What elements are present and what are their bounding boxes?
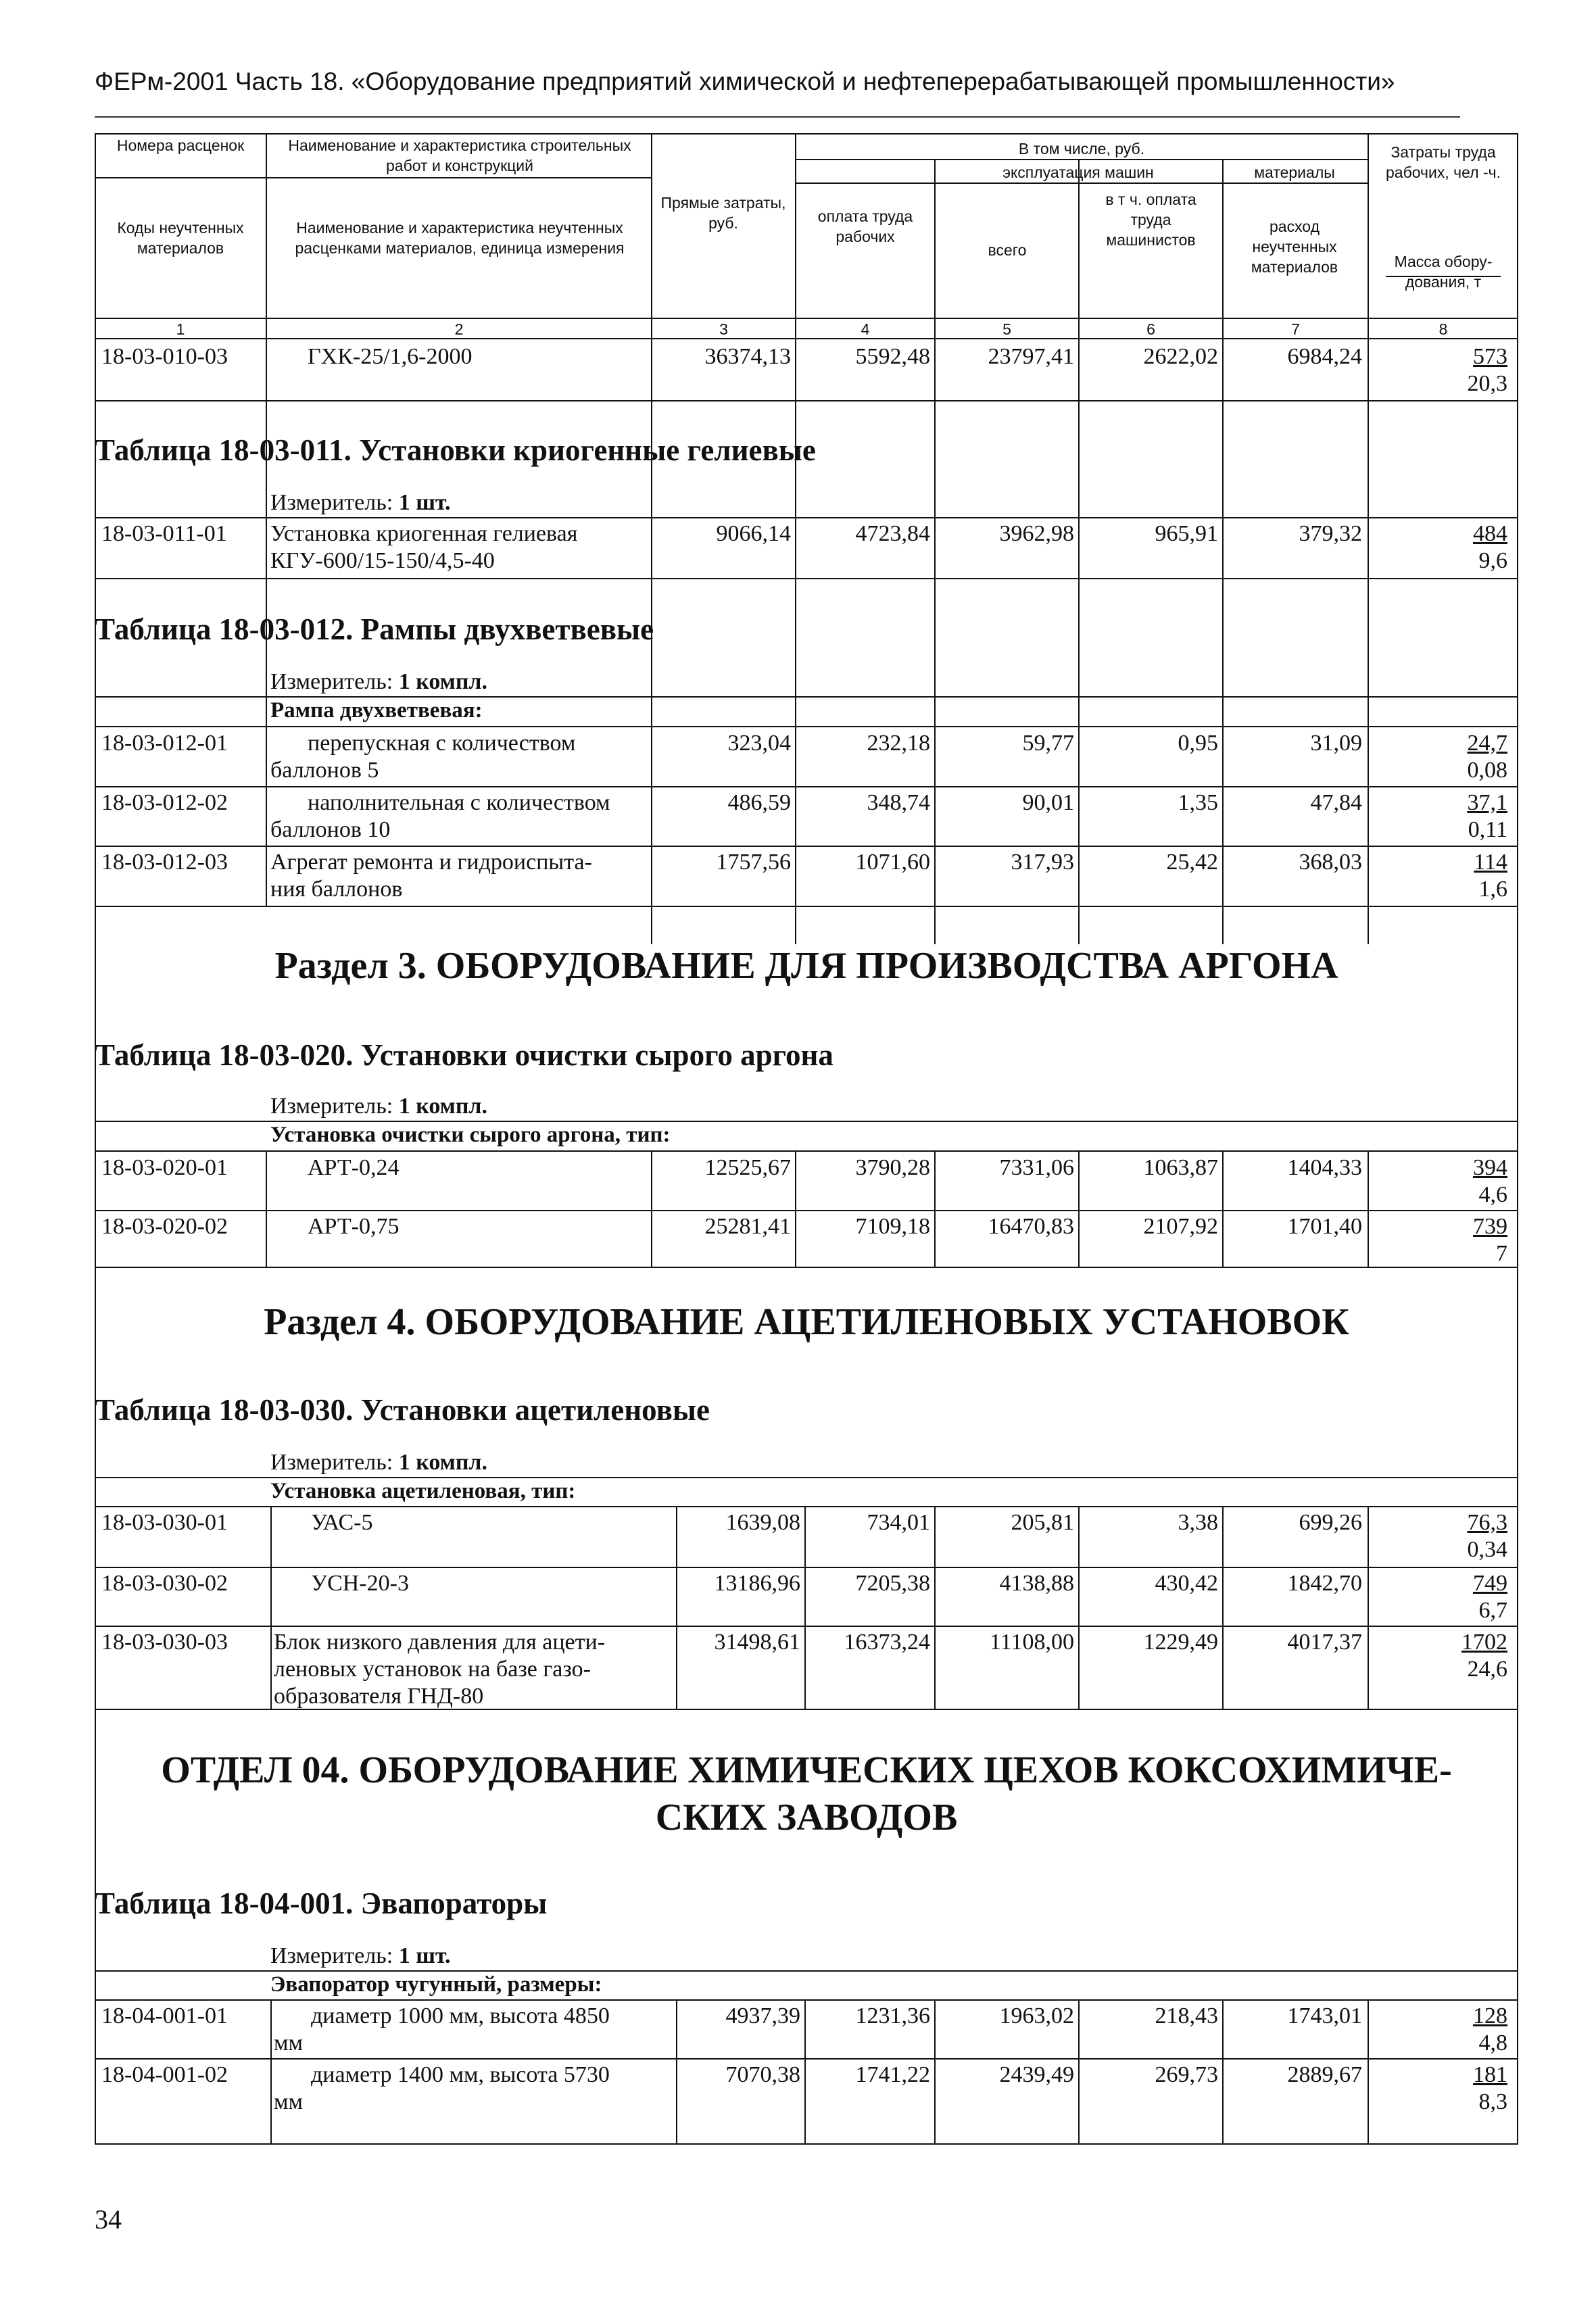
row-materials: 2889,67 xyxy=(1287,2062,1362,2087)
hdr-col8-top: Затраты труда рабочих, чел -ч. xyxy=(1385,143,1501,181)
row-operators: 965,91 xyxy=(1155,521,1218,546)
table-title: Таблица 18-03-030. Установки ацетиленовые xyxy=(95,1393,710,1427)
col-divider xyxy=(270,1999,272,2145)
row-name: перепускная с количеством xyxy=(308,731,576,756)
row-code: 18-03-020-02 xyxy=(101,1214,228,1239)
row-operators: 1,35 xyxy=(1178,790,1218,815)
row-mass: 20,3 xyxy=(1467,371,1507,396)
row-operators: 3,38 xyxy=(1178,1510,1218,1535)
row-name: мм xyxy=(274,2030,304,2055)
row-code: 18-03-010-03 xyxy=(101,344,228,369)
row-name: Установка криогенная гелиевая xyxy=(270,521,578,546)
row-operators: 430,42 xyxy=(1155,1571,1218,1596)
row-labor: 232,18 xyxy=(867,731,930,756)
row-rule xyxy=(95,1267,1518,1268)
row-labor: 734,01 xyxy=(867,1510,930,1535)
row-direct: 4937,39 xyxy=(725,2003,800,2028)
hdr-num: 3 xyxy=(719,320,728,338)
row-labor-hours: 24,7 xyxy=(1467,731,1507,756)
row-operators: 2622,02 xyxy=(1143,344,1218,369)
row-labor: 1741,22 xyxy=(855,2062,930,2087)
row-direct: 1757,56 xyxy=(716,850,791,875)
row-labor-hours: 1702 xyxy=(1461,1630,1507,1655)
row-operators: 218,43 xyxy=(1155,2003,1218,2028)
row-name: образователя ГНД-80 xyxy=(274,1684,484,1709)
row-direct: 7070,38 xyxy=(725,2062,800,2087)
measure: Измеритель: 1 компл. xyxy=(270,1450,488,1475)
row-name: диаметр 1000 мм, высота 4850 xyxy=(311,2003,610,2028)
col-divider xyxy=(676,1506,677,1709)
row-rule xyxy=(95,1121,1518,1122)
row-labor: 3790,28 xyxy=(855,1155,930,1180)
col-divider xyxy=(651,517,652,578)
row-rule xyxy=(95,2058,1518,2060)
col-divider xyxy=(266,1150,267,1267)
row-mass: 7 xyxy=(1496,1241,1507,1266)
row-materials: 47,84 xyxy=(1310,790,1362,815)
table-title: Таблица 18-03-012. Рампы двухветвевые xyxy=(95,612,654,646)
row-materials: 31,09 xyxy=(1310,731,1362,756)
header-rule xyxy=(95,177,651,178)
row-labor-hours: 394 xyxy=(1473,1155,1507,1180)
col-divider xyxy=(804,1506,806,1709)
row-mass: 0,34 xyxy=(1467,1537,1507,1562)
section-heading: Раздел 3. ОБОРУДОВАНИЕ ДЛЯ ПРОИЗВОДСТВА АРГОНА xyxy=(274,945,1338,987)
col-divider xyxy=(270,1506,272,1709)
row-labor-hours: 484 xyxy=(1473,521,1507,546)
row-code: 18-03-030-02 xyxy=(101,1571,228,1596)
row-labor-hours: 76,3 xyxy=(1467,1510,1507,1535)
row-rule xyxy=(95,1626,1518,1627)
row-code: 18-03-020-01 xyxy=(101,1155,228,1180)
hdr-col1-bottom: Коды неучтенных материалов xyxy=(117,219,244,257)
row-name: Блок низкого давления для ацети- xyxy=(274,1630,606,1655)
hdr-num: 7 xyxy=(1291,320,1300,338)
row-code: 18-03-012-03 xyxy=(101,850,228,875)
row-rule xyxy=(95,1506,1518,1507)
row-mass: 0,08 xyxy=(1467,758,1507,783)
row-labor-hours: 573 xyxy=(1473,344,1507,369)
row-mass: 6,7 xyxy=(1478,1598,1507,1623)
hdr-materials: материалы xyxy=(1254,164,1335,181)
hdr-col7: расход неучтенных материалов xyxy=(1251,218,1338,276)
row-operators: 2107,92 xyxy=(1143,1214,1218,1239)
row-code: 18-03-012-02 xyxy=(101,790,228,815)
measure: Измеритель: 1 компл. xyxy=(270,1094,488,1119)
row-rule xyxy=(95,1567,1518,1568)
row-materials: 6984,24 xyxy=(1287,344,1362,369)
row-rule xyxy=(95,906,1518,907)
row-rule xyxy=(95,696,1518,698)
row-name: баллонов 5 xyxy=(270,758,379,783)
row-labor: 1231,36 xyxy=(855,2003,930,2028)
row-rule xyxy=(95,846,1518,847)
row-labor: 5592,48 xyxy=(855,344,930,369)
row-name: леновых установок на базе газо- xyxy=(274,1657,591,1682)
hdr-col5: всего xyxy=(988,241,1027,259)
col-divider xyxy=(1078,726,1080,906)
row-code: 18-04-001-01 xyxy=(101,2003,228,2028)
row-code: 18-03-011-01 xyxy=(101,521,227,546)
col-divider xyxy=(1368,726,1369,906)
row-machines: 11108,00 xyxy=(990,1630,1074,1655)
row-rule xyxy=(95,1150,1518,1152)
row-code: 18-03-030-01 xyxy=(101,1510,228,1535)
col-divider xyxy=(934,517,936,578)
row-machines: 317,93 xyxy=(1011,850,1074,875)
col-divider xyxy=(651,726,652,906)
row-direct: 13186,96 xyxy=(714,1571,800,1596)
row-name: КГУ-600/15-150/4,5-40 xyxy=(270,548,495,573)
row-machines: 4138,88 xyxy=(999,1571,1074,1596)
header-rule xyxy=(795,182,1368,184)
hdr-incl: В том числе, руб. xyxy=(1018,140,1145,157)
row-name: наполнительная с количеством xyxy=(308,790,610,815)
row-rule xyxy=(95,578,1518,579)
row-direct: 36374,13 xyxy=(704,344,791,369)
row-mass: 9,6 xyxy=(1478,548,1507,573)
col-divider xyxy=(795,726,796,906)
row-operators: 1229,49 xyxy=(1143,1630,1218,1655)
row-labor: 4723,84 xyxy=(855,521,930,546)
hdr-num: 8 xyxy=(1438,320,1448,338)
row-mass: 8,3 xyxy=(1478,2089,1507,2114)
row-code: 18-03-030-03 xyxy=(101,1630,228,1655)
group-label: Установка очистки сырого аргона, тип: xyxy=(270,1123,671,1147)
col-divider xyxy=(1078,1506,1080,1709)
row-rule xyxy=(95,517,1518,518)
row-materials: 4017,37 xyxy=(1287,1630,1362,1655)
row-mass: 1,6 xyxy=(1478,877,1507,902)
row-direct: 323,04 xyxy=(727,731,791,756)
col-divider xyxy=(934,726,936,906)
row-operators: 1063,87 xyxy=(1143,1155,1218,1180)
row-materials: 1404,33 xyxy=(1287,1155,1362,1180)
group-label: Эвапоратор чугунный, размеры: xyxy=(270,1972,602,1997)
department-heading: СКИХ ЗАВОДОВ xyxy=(655,1797,958,1838)
row-machines: 16470,83 xyxy=(988,1214,1074,1239)
col-divider xyxy=(795,517,796,578)
page-number: 34 xyxy=(95,2204,122,2235)
row-labor: 1071,60 xyxy=(855,850,930,875)
row-direct: 12525,67 xyxy=(704,1155,791,1180)
col-divider xyxy=(266,726,267,906)
table-title: Таблица 18-03-020. Установки очистки сырого аргона xyxy=(95,1038,833,1072)
row-machines: 1963,02 xyxy=(999,2003,1074,2028)
header-rule xyxy=(95,116,1460,118)
row-direct: 1639,08 xyxy=(725,1510,800,1535)
col-divider xyxy=(1222,517,1224,578)
col-divider xyxy=(934,1506,936,1709)
hdr-num: 4 xyxy=(861,320,870,338)
row-labor-hours: 739 xyxy=(1473,1214,1507,1239)
row-name: АРТ-0,24 xyxy=(308,1155,400,1180)
row-operators: 0,95 xyxy=(1178,731,1218,756)
col-divider xyxy=(1078,517,1080,578)
row-labor-hours: 749 xyxy=(1473,1571,1507,1596)
row-mass: 4,8 xyxy=(1478,2030,1507,2055)
row-labor: 7109,18 xyxy=(855,1214,930,1239)
group-label: Установка ацетиленовая, тип: xyxy=(270,1479,576,1503)
row-labor-hours: 128 xyxy=(1473,2003,1507,2028)
row-materials: 368,03 xyxy=(1299,850,1362,875)
row-name: УАС-5 xyxy=(311,1510,373,1535)
row-name: УСН-20-3 xyxy=(311,1571,409,1596)
row-machines: 23797,41 xyxy=(988,344,1074,369)
row-labor-hours: 37,1 xyxy=(1467,790,1507,815)
row-labor: 348,74 xyxy=(867,790,930,815)
row-materials: 1743,01 xyxy=(1287,2003,1362,2028)
col-divider xyxy=(1368,517,1369,578)
row-labor-hours: 114 xyxy=(1474,850,1507,875)
row-name: АРТ-0,75 xyxy=(308,1214,400,1239)
row-rule xyxy=(95,1999,1518,2001)
row-machines: 90,01 xyxy=(1022,790,1074,815)
row-rule xyxy=(95,726,1518,727)
measure: Измеритель: 1 шт. xyxy=(270,1943,451,1968)
section-heading: Раздел 4. ОБОРУДОВАНИЕ АЦЕТИЛЕНОВЫХ УСТАНОВОК xyxy=(264,1301,1349,1343)
row-labor-hours: 181 xyxy=(1473,2062,1507,2087)
row-materials: 1701,40 xyxy=(1287,1214,1362,1239)
row-machines: 7331,06 xyxy=(999,1155,1074,1180)
col-divider xyxy=(1222,1506,1224,1709)
row-direct: 31498,61 xyxy=(714,1630,800,1655)
department-heading: ОТДЕЛ 04. ОБОРУДОВАНИЕ ХИМИЧЕСКИХ ЦЕХОВ КОКСОХИМИЧЕ- xyxy=(161,1749,1452,1791)
row-labor: 7205,38 xyxy=(855,1571,930,1596)
hdr-col1-top: Номера расценок xyxy=(116,137,245,154)
row-direct: 486,59 xyxy=(727,790,791,815)
row-name: ГХК-25/1,6-2000 xyxy=(308,344,473,369)
col-divider xyxy=(1222,726,1224,906)
row-rule xyxy=(95,1970,1518,1972)
hdr-col8-bottom: Масса обору-дования, т xyxy=(1394,253,1493,291)
measure: Измеритель: 1 шт. xyxy=(270,490,451,515)
row-direct: 9066,14 xyxy=(716,521,791,546)
row-rule xyxy=(95,786,1518,787)
row-name: мм xyxy=(274,2089,304,2114)
row-name: ния баллонов xyxy=(270,877,403,902)
row-rule xyxy=(95,400,1518,401)
row-labor: 16373,24 xyxy=(844,1630,930,1655)
hdr-col2-bottom: Наименование и характеристика неучтенных расценками материалов, единица измерения xyxy=(295,219,625,257)
row-name: баллонов 10 xyxy=(270,817,391,842)
hdr-col2-top: Наименование и характеристика строительных работ и конструкций xyxy=(288,137,631,174)
row-operators: 25,42 xyxy=(1166,850,1218,875)
measure: Измеритель: 1 компл. xyxy=(270,669,488,694)
hdr-col6: в т ч. оплата труда машинистов xyxy=(1105,191,1196,249)
row-mass: 24,6 xyxy=(1467,1657,1507,1682)
row-name: Агрегат ремонта и гидроиспыта- xyxy=(270,850,592,875)
col-divider xyxy=(266,517,267,578)
row-materials: 699,26 xyxy=(1299,1510,1362,1535)
hdr-col3: Прямые затраты, руб. xyxy=(660,194,786,232)
row-rule xyxy=(95,1709,1518,1710)
row-machines: 2439,49 xyxy=(999,2062,1074,2087)
row-operators: 269,73 xyxy=(1155,2062,1218,2087)
row-code: 18-04-001-02 xyxy=(101,2062,228,2087)
table-title: Таблица 18-04-001. Эвапораторы xyxy=(95,1886,548,1920)
row-machines: 3962,98 xyxy=(999,521,1074,546)
hdr-num: 2 xyxy=(454,320,464,338)
table-title: Таблица 18-03-011. Установки криогенные гелиевые xyxy=(95,433,816,467)
row-machines: 59,77 xyxy=(1022,731,1074,756)
hdr-ops: эксплуатация машин xyxy=(1002,164,1154,181)
row-code: 18-03-012-01 xyxy=(101,731,228,756)
row-machines: 205,81 xyxy=(1011,1510,1074,1535)
group-label: Рампа двухветвевая: xyxy=(270,698,483,723)
row-mass: 0,11 xyxy=(1468,817,1507,842)
hdr-col4: оплата труда рабочих xyxy=(817,208,913,245)
row-name: диаметр 1400 мм, высота 5730 xyxy=(311,2062,610,2087)
row-materials: 379,32 xyxy=(1299,521,1362,546)
running-head: ФЕРм-2001 Часть 18. «Оборудование предприятий химической и нефтеперерабатывающей промышленности» xyxy=(95,68,1395,95)
row-direct: 25281,41 xyxy=(704,1214,791,1239)
hdr-num: 5 xyxy=(1002,320,1011,338)
header-rule xyxy=(795,159,1368,160)
hdr-num: 1 xyxy=(176,320,185,338)
hdr-num: 6 xyxy=(1146,320,1155,338)
row-rule xyxy=(95,1477,1518,1478)
row-materials: 1842,70 xyxy=(1287,1571,1362,1596)
row-rule xyxy=(95,1210,1518,1211)
row-mass: 4,6 xyxy=(1478,1182,1507,1207)
